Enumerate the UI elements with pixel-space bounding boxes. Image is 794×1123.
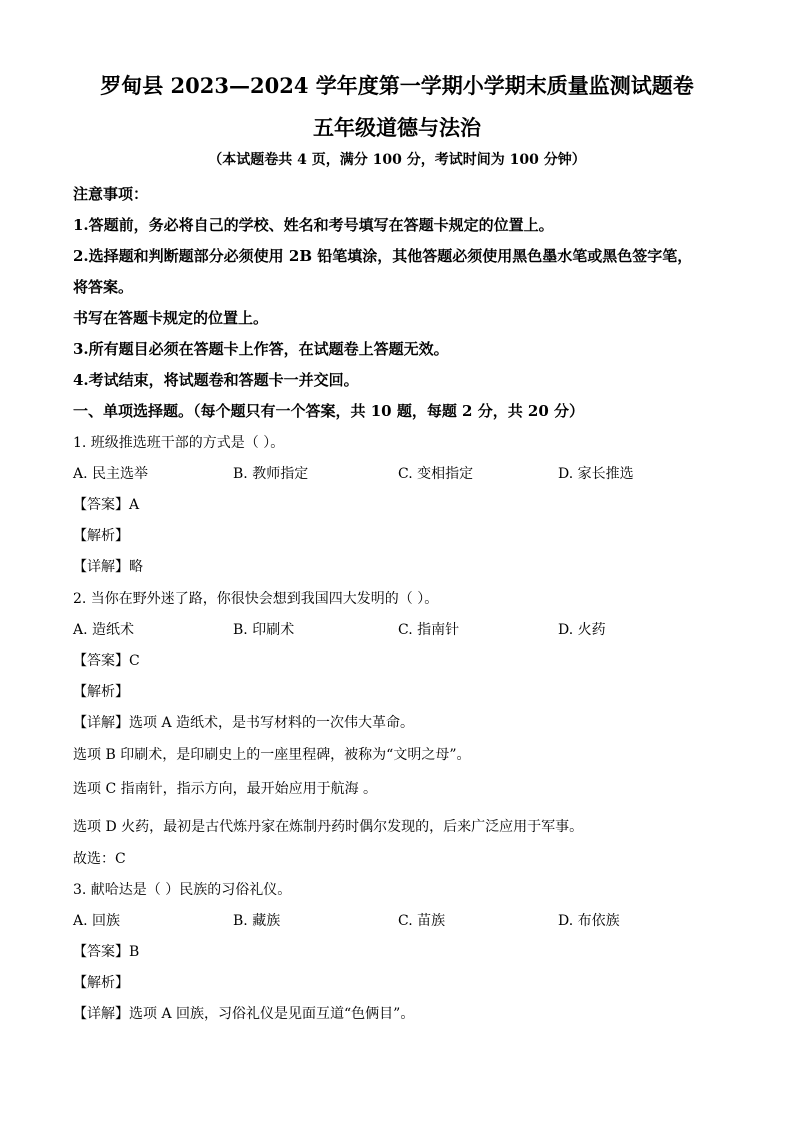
question-2-conclusion: 故选：C [73, 851, 126, 867]
question-2-detail-d: 选项 D 火药，最初是古代炼丹家在炼制丹药时偶尔发现的，后来广泛应用于军事。 [73, 819, 584, 835]
question-3-option-a: A. 回族 [73, 913, 121, 929]
question-2-detail-c: 选项 C 指南针，指示方向，最开始应用于航海 。 [73, 781, 378, 797]
question-1-stem: 1. 班级推选班干部的方式是（ ）。 [73, 435, 285, 451]
question-3-option-c: C. 苗族 [398, 913, 446, 929]
notice-item-1: 1.答题前，务必将自己的学校、姓名和考号填写在答题卡规定的位置上。 [73, 216, 554, 234]
question-2-analysis: 【解析】 [73, 684, 129, 700]
question-1-detail: 【详解】略 [73, 559, 143, 575]
notice-item-3: 3.所有题目必须在答题卡上作答，在试题卷上答题无效。 [73, 340, 449, 358]
question-2-option-d: D. 火药 [558, 622, 606, 638]
exam-subject: 五年级道德与法治 [313, 115, 481, 140]
notice-item-2: 2.选择题和判断题部分必须使用 2B 铅笔填涂，其他答题必须使用黑色墨水笔或黑色签字笔， [73, 247, 693, 265]
question-3-analysis: 【解析】 [73, 975, 129, 991]
question-3-stem: 3. 献哈达是（ ）民族的习俗礼仪。 [73, 882, 292, 898]
exam-note: （本试题卷共 4 页，满分 100 分，考试时间为 100 分钟） [208, 152, 586, 168]
exam-title: 罗甸县 2023—2024 学年度第一学期小学期末质量监测试题卷 [100, 73, 694, 98]
notice-item-2-cont: 将答案。 [73, 278, 134, 296]
question-2-option-c: C. 指南针 [398, 622, 460, 638]
notice-item-2-cont2: 书写在答题卡规定的位置上。 [73, 309, 269, 327]
question-1-analysis: 【解析】 [73, 528, 129, 544]
section-heading: 一、单项选择题。（每个题只有一个答案，共 10 题，每题 2 分，共 20 分） [73, 402, 585, 420]
question-1-option-a: A. 民主选举 [73, 466, 149, 482]
question-3-option-b: B. 藏族 [233, 913, 281, 929]
question-2-answer: 【答案】C [73, 653, 140, 669]
question-2-detail-b: 选项 B 印刷术，是印刷史上的一座里程碑，被称为“文明之母”。 [73, 747, 471, 763]
question-1-option-c: C. 变相指定 [398, 466, 474, 482]
question-3-option-d: D. 布依族 [558, 913, 620, 929]
notice-item-4: 4.考试结束，将试题卷和答题卡一并交回。 [73, 371, 359, 389]
question-1-option-d: D. 家长推选 [558, 466, 634, 482]
question-2-option-a: A. 造纸术 [73, 622, 135, 638]
question-1-answer: 【答案】A [73, 497, 140, 513]
question-1-option-b: B. 教师指定 [233, 466, 309, 482]
question-2-stem: 2. 当你在野外迷了路，你很快会想到我国四大发明的（ ）。 [73, 591, 439, 607]
question-2-option-b: B. 印刷术 [233, 622, 295, 638]
notice-heading: 注意事项： [73, 185, 149, 203]
question-2-detail: 【详解】选项 A 造纸术，是书写材料的一次伟大革命。 [73, 715, 415, 731]
question-3-answer: 【答案】B [73, 944, 140, 960]
question-3-detail: 【详解】选项 A 回族，习俗礼仪是见面互道“色俩目”。 [73, 1006, 415, 1022]
